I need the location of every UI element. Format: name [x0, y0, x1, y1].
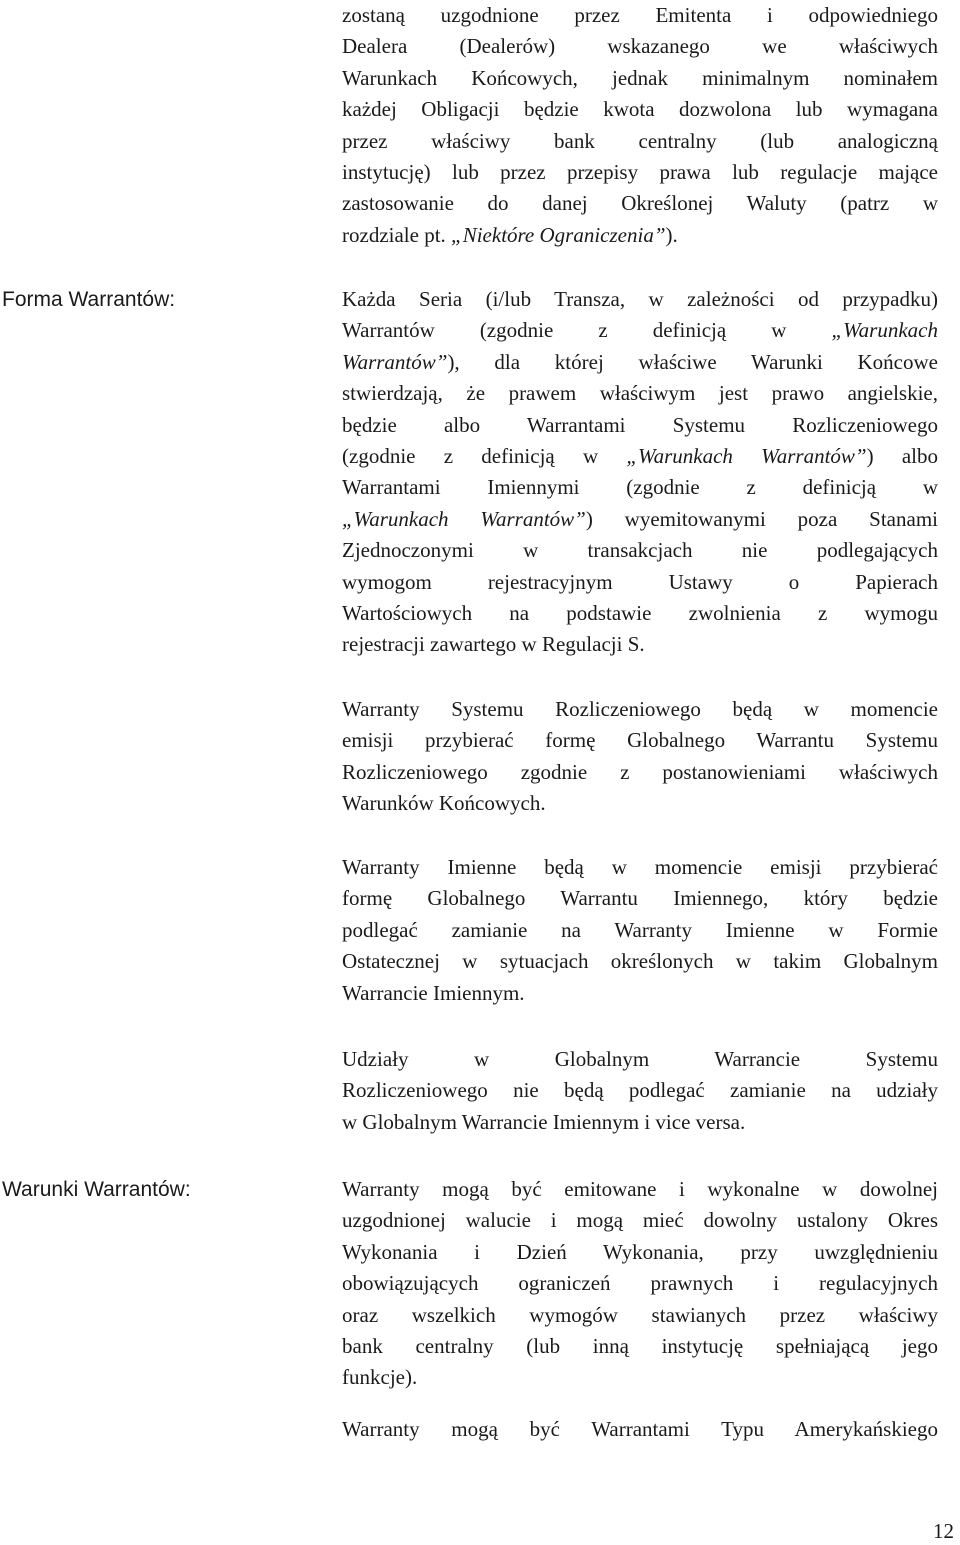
- text-line: [342, 1107, 938, 1138]
- paragraph-forma-3: [342, 852, 938, 1009]
- text-run: ) wyemitowanymi poza Stanami: [585, 506, 938, 531]
- text-line: [342, 567, 938, 598]
- italic-text: „Niektóre Ograniczenia”: [451, 222, 666, 247]
- text-run: Warranty mogą być emitowane i wykonalne w dowolnej: [342, 1177, 938, 1201]
- text-line: [342, 94, 938, 125]
- text-line: [342, 347, 938, 378]
- text-line: [342, 694, 938, 725]
- section-label-forma-warrantow: Forma Warrantów:: [2, 288, 176, 311]
- text-run: (zgodnie z definicją w: [342, 443, 627, 468]
- text-line: [342, 629, 938, 660]
- paragraph-forma-2: [342, 694, 938, 820]
- text-line: [342, 1237, 938, 1268]
- text-line: [342, 410, 938, 441]
- paragraph-warunki-2: [342, 1414, 938, 1445]
- text-line: [342, 315, 938, 346]
- text-line: [342, 598, 938, 629]
- text-line: [342, 946, 938, 977]
- text-run: Warranty mogą być Warrantami Typu Amerykańskiego: [342, 1417, 938, 1441]
- text-run: Warrancie Imiennym.: [342, 980, 525, 1005]
- text-line: [342, 1331, 938, 1362]
- text-line: [342, 284, 938, 315]
- text-line: [342, 378, 938, 409]
- text-run: ), dla której właściwe Warunki Końcowe: [447, 349, 938, 374]
- text-run: formę Globalnego Warrantu Imiennego, który będzie: [342, 886, 938, 911]
- text-run: każdej Obligacji będzie kwota dozwolona lub wymagana: [342, 97, 938, 122]
- text-line: [342, 1205, 938, 1236]
- text-run: emisji przybierać formę Globalnego Warrantu Systemu: [342, 728, 938, 753]
- text-line: [342, 63, 938, 94]
- text-run: Wykonania i Dzień Wykonania, przy uwzględnieniu: [342, 1239, 938, 1264]
- text-run: zastosowanie do danej Określonej Waluty (patrz w: [342, 191, 938, 216]
- text-run: uzgodnionej walucie i mogą mieć dowolny ustalony Okres: [342, 1208, 938, 1233]
- text-line: [342, 126, 938, 157]
- text-run: zostaną uzgodnione przez Emitenta i odpowiedniego: [342, 3, 938, 27]
- text-run: Warrantami Imiennymi (zgodnie z definicją w: [342, 475, 938, 500]
- text-run: będzie albo Warrantami Systemu Rozliczeniowego: [342, 412, 938, 437]
- text-line: [342, 441, 938, 472]
- text-line: [342, 725, 938, 756]
- section-label-warunki-warrantow: Warunki Warrantów:: [2, 1178, 191, 1201]
- text-line: [342, 1044, 938, 1075]
- text-run: Wartościowych na podstawie zwolnienia z wymogu: [342, 600, 938, 625]
- text-run: Rozliczeniowego nie będą podlegać zamianie na udziały: [342, 1078, 938, 1103]
- text-run: ).: [665, 222, 678, 247]
- text-run: podlegać zamianie na Warranty Imienne w Formie: [342, 917, 938, 942]
- paragraph-forma-4: [342, 1044, 938, 1138]
- text-run: bank centralny (lub inną instytucję spełniającą jego: [342, 1333, 938, 1358]
- text-line: [342, 1362, 938, 1393]
- text-run: stwierdzają, że prawem właściwym jest prawo angielskie,: [342, 381, 938, 406]
- text-run: wymogom rejestracyjnym Ustawy o Papierach: [342, 569, 938, 594]
- text-run: obowiązujących ograniczeń prawnych i regulacyjnych: [342, 1271, 938, 1296]
- page-number: 12: [933, 1519, 954, 1543]
- text-line: [342, 0, 938, 31]
- text-line: [342, 1268, 938, 1299]
- text-run: Warunkach Końcowych, jednak minimalnym nominałem: [342, 65, 938, 90]
- text-run: funkcje).: [342, 1365, 418, 1390]
- text-line: [342, 1300, 938, 1331]
- text-run: Warrantów (zgodnie z definicją w: [342, 318, 832, 343]
- text-line: [342, 915, 938, 946]
- text-line: [342, 157, 938, 188]
- text-run: Zjednoczonymi w transakcjach nie podlegających: [342, 538, 938, 563]
- text-line: [342, 535, 938, 566]
- text-line: [342, 978, 938, 1009]
- text-line: [342, 1075, 938, 1106]
- text-run: ) albo: [866, 443, 938, 468]
- text-run: Warranty Imienne będą w momencie emisji przybierać: [342, 855, 938, 879]
- text-run: Warunków Końcowych.: [342, 791, 546, 816]
- text-run: Dealera (Dealerów) wskazanego we właściwych: [342, 34, 938, 59]
- text-line: [342, 1174, 938, 1205]
- paragraph-warunki-1: [342, 1174, 938, 1394]
- text-line: [342, 883, 938, 914]
- text-line: [342, 188, 938, 219]
- paragraph-continuation: [342, 0, 938, 251]
- text-line: [342, 788, 938, 819]
- italic-text: „Warunkach Warrantów”: [342, 506, 586, 531]
- text-run: Ostatecznej w sytuacjach określonych w takim Globalnym: [342, 949, 938, 974]
- text-run: rejestracji zawartego w Regulacji S.: [342, 632, 645, 657]
- text-run: rozdziale pt.: [342, 222, 452, 247]
- text-line: [342, 220, 938, 251]
- text-line: [342, 757, 938, 788]
- paragraph-forma-1: [342, 284, 938, 661]
- text-line: [342, 472, 938, 503]
- text-run: Udziały w Globalnym Warrancie Systemu: [342, 1047, 938, 1071]
- text-line: [342, 31, 938, 62]
- text-run: Warranty Systemu Rozliczeniowego będą w momencie: [342, 697, 938, 721]
- text-run: w Globalnym Warrancie Imiennym i vice versa.: [342, 1109, 746, 1134]
- italic-text: „Warunkach Warrantów”: [626, 443, 867, 468]
- text-run: Każda Seria (i/lub Transza, w zależności od przypadku): [342, 287, 938, 311]
- text-run: Rozliczeniowego zgodnie z postanowieniami właściwych: [342, 759, 938, 784]
- text-run: oraz wszelkich wymogów stawianych przez właściwy: [342, 1302, 938, 1327]
- text-run: przez właściwy bank centralny (lub analogiczną: [342, 128, 938, 153]
- italic-text: Warrantów”: [342, 349, 448, 374]
- text-line: [342, 852, 938, 883]
- italic-text: „Warunkach: [831, 318, 938, 343]
- text-line: [342, 1414, 938, 1445]
- text-line: [342, 504, 938, 535]
- text-run: instytucję) lub przez przepisy prawa lub regulacje mające: [342, 159, 938, 184]
